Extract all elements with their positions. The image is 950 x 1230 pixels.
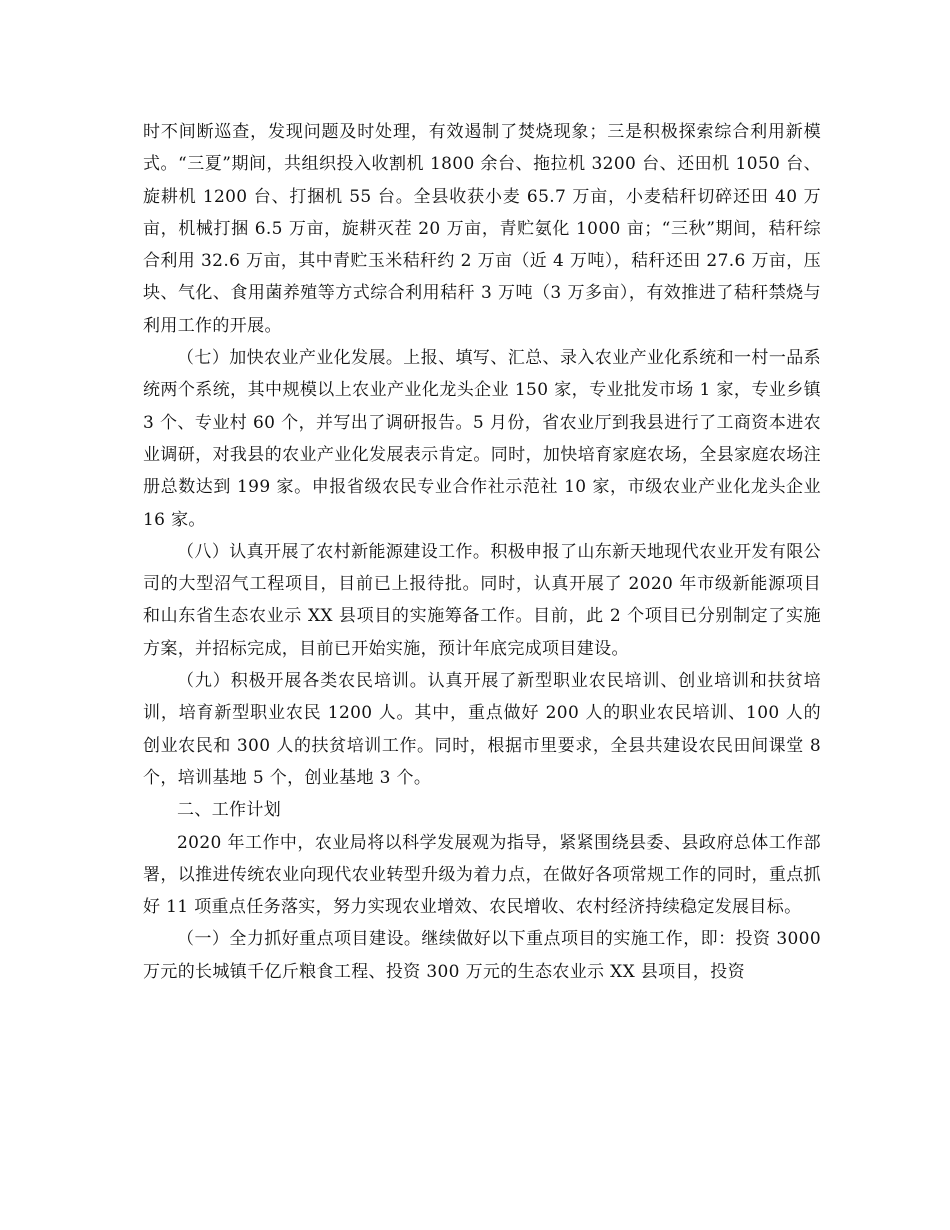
- document-page: [143, 116, 821, 988]
- paragraph-work-plan-intro: 2020 年工作中，农业局将以科学发展观为指导，紧紧围绕县委、县政府总体工作部署，以推进传统农业向现代农业转型升级为着力点，在做好各项常规工作的同时，重点抓好 11 项重点任务落实，努力实现农业增效、农民增收、农村经济持续稳定发展目标。: [143, 832, 821, 918]
- paragraph-straw-utilization-continued: 时不间断巡查，发现问题及时处理，有效遏制了焚烧现象；三是积极探索综合利用新模式。“三夏”期间，共组织投入收割机 1800 余台、拖拉机 3200 台、还田机 1050 台、旋耕机 1200 台、打捆机 55 台。全县收获小麦 65.7 万亩，小麦秸秆切碎还田 40 万亩，机械打捆 6.5 万亩，旋耕灭茬 20 万亩，青贮氨化 1000 亩；“三秋”期间，秸秆综合利用 32.6 万亩，其中青贮玉米秸秆约 2 万亩（近 4 万吨），秸秆还田 27.6 万亩，压块、气化、食用菌养殖等方式综合利用秸秆 3 万吨（3 万多亩），有效推进了秸秆禁烧与利用工作的开展。: [143, 122, 821, 336]
- paragraph-agricultural-industrialization: （七）加快农业产业化发展。上报、填写、汇总、录入农业产业化系统和一村一品系统两个系统，其中规模以上农业产业化龙头企业 150 家，专业批发市场 1 家，专业乡镇 3 个、专业村 60 个，并写出了调研报告。5 月份，省农业厅到我县进行了工商资本进农业调研，对我县的农业产业化发展表示肯定。同时，加快培育家庭农场，全县家庭农场注册总数达到 199 家。申报省级农民专业合作社示范社 10 家，市级农业产业化龙头企业 16 家。: [143, 348, 821, 530]
- section-heading-work-plan: 二、工作计划: [177, 800, 282, 821]
- paragraph-rural-new-energy: （八）认真开展了农村新能源建设工作。积极申报了山东新天地现代农业开发有限公司的大型沼气工程项目，目前已上报待批。同时，认真开展了 2020 年市级新能源项目和山东省生态农业示 XX 县项目的实施筹备工作。目前，此 2 个项目已分别制定了实施方案，并招标完成，目前已开始实施，预计年底完成项目建设。: [143, 541, 821, 659]
- paragraph-key-projects: （一）全力抓好重点项目建设。继续做好以下重点项目的实施工作，即：投资 3000 万元的长城镇千亿斤粮食工程、投资 300 万元的生态农业示 XX 县项目，投资: [143, 929, 821, 982]
- paragraph-farmer-training: （九）积极开展各类农民培训。认真开展了新型职业农民培训、创业培训和扶贫培训，培育新型职业农民 1200 人。其中，重点做好 200 人的职业农民培训、100 人的创业农民和 300 人的扶贫培训工作。同时，根据市里要求，全县共建设农民田间课堂 8 个，培训基地 5 个，创业基地 3 个。: [143, 671, 821, 788]
